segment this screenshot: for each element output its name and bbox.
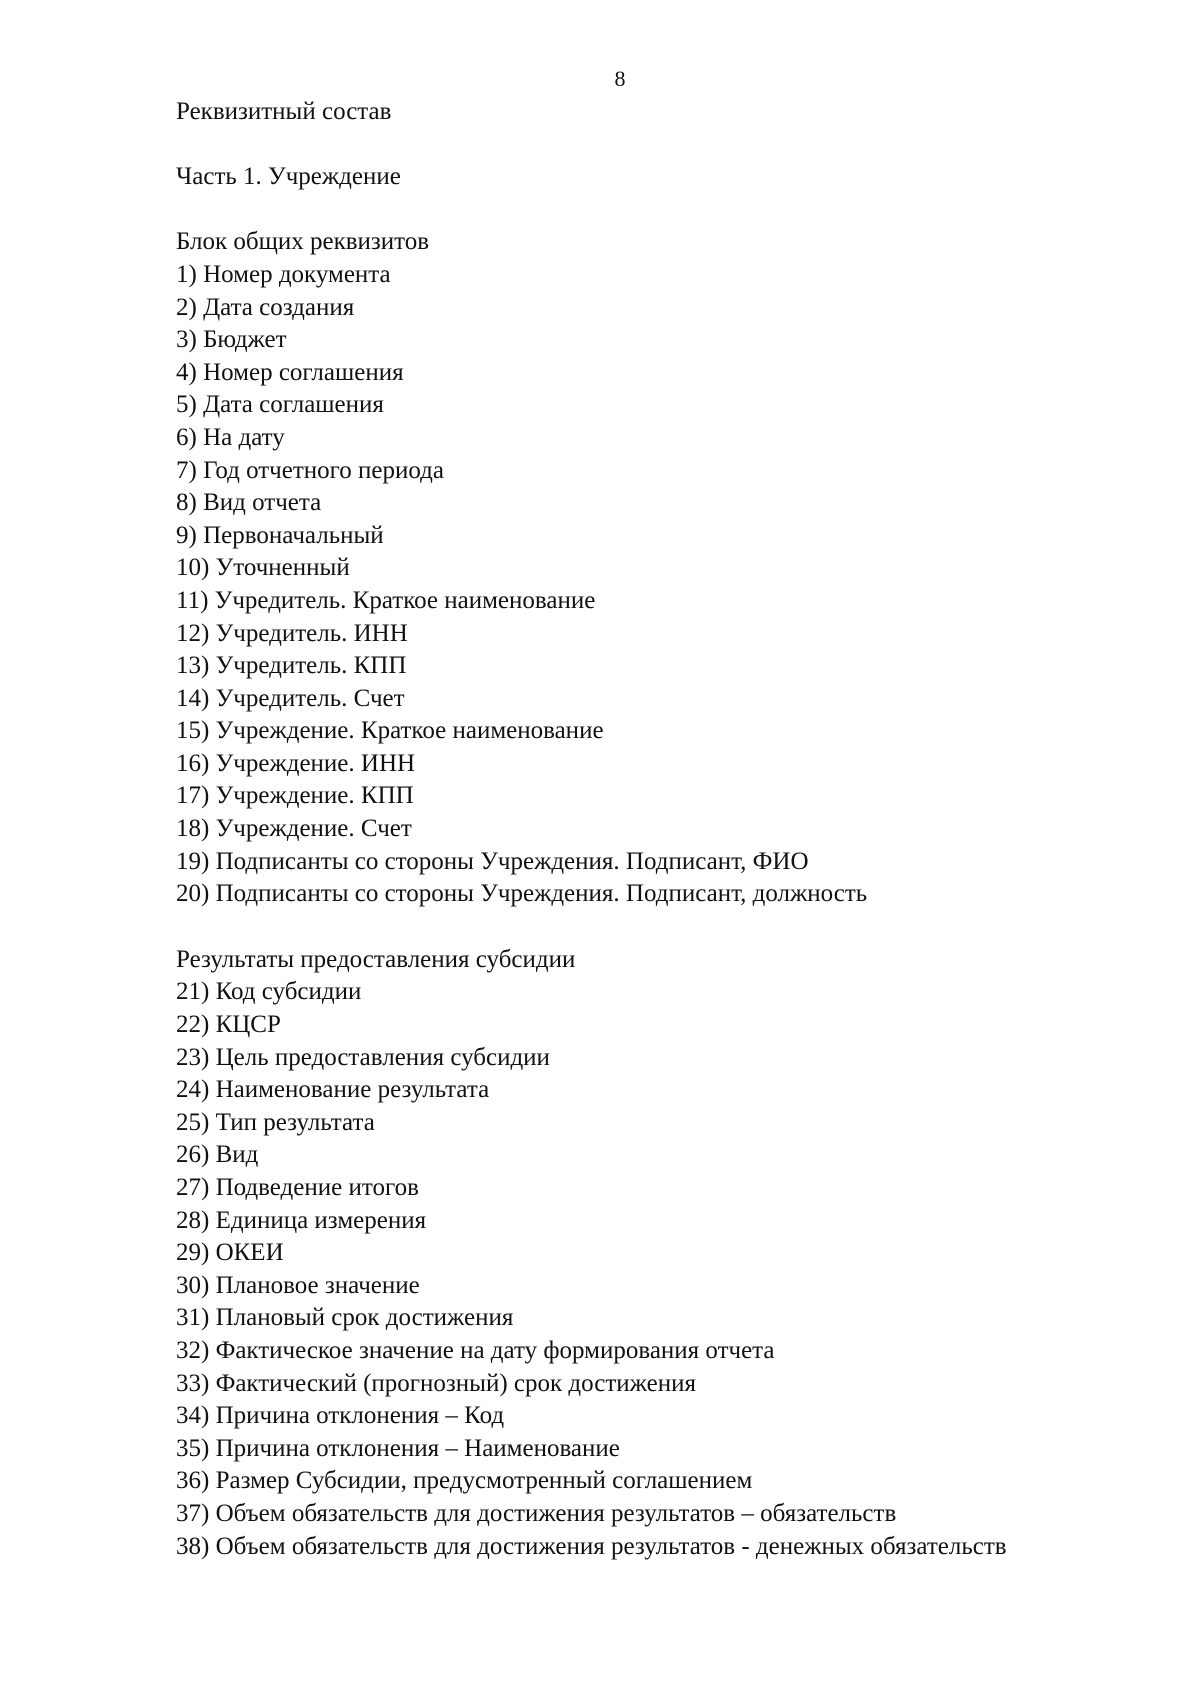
list-item: 2) Дата создания bbox=[176, 293, 355, 321]
list-item: 27) Подведение итогов bbox=[176, 1174, 419, 1201]
list-item: 12) Учредитель. ИНН bbox=[176, 619, 408, 647]
list-item: 37) Объем обязательств для достижения результатов – обязательств bbox=[176, 1499, 897, 1527]
list-item: 16) Учреждение. ИНН bbox=[176, 749, 416, 777]
list-item: 19) Подписанты со стороны Учреждения. Подписант, ФИО bbox=[176, 847, 809, 875]
list-item: 20) Подписанты со стороны Учреждения. Подписант, должность bbox=[176, 880, 868, 908]
document-body bbox=[176, 96, 1176, 1563]
list-item: 30) Плановое значение bbox=[176, 1271, 420, 1299]
section-heading-general: Блок общих реквизитов bbox=[176, 228, 430, 256]
list-item: 18) Учреждение. Счет bbox=[176, 815, 412, 843]
list-item: 32) Фактическое значение на дату формирования отчета bbox=[176, 1336, 775, 1364]
document-title: Реквизитный состав bbox=[176, 98, 392, 125]
list-item: 21) Код субсидии bbox=[176, 978, 362, 1006]
list-item: 8) Вид отчета bbox=[176, 489, 322, 517]
list-item: 1) Номер документа bbox=[176, 260, 391, 288]
list-item: 22) КЦСР bbox=[176, 1011, 281, 1039]
spacer bbox=[176, 911, 1176, 944]
list-item: 23) Цель предоставления субсидии bbox=[176, 1043, 550, 1071]
page-number: 8 bbox=[614, 66, 626, 91]
section-heading-results: Результаты предоставления субсидии bbox=[176, 945, 576, 973]
list-item: 7) Год отчетного периода bbox=[176, 456, 444, 484]
list-item: 29) ОКЕИ bbox=[176, 1239, 284, 1267]
list-item: 11) Учредитель. Краткое наименование bbox=[176, 586, 596, 614]
list-item: 28) Единица измерения bbox=[176, 1206, 427, 1234]
list-item: 35) Причина отклонения – Наименование bbox=[176, 1434, 620, 1462]
list-item: 15) Учреждение. Краткое наименование bbox=[176, 717, 604, 745]
list-item: 3) Бюджет bbox=[176, 326, 287, 354]
part-title: Часть 1. Учреждение bbox=[176, 163, 401, 191]
list-item: 33) Фактический (прогнозный) срок достижения bbox=[176, 1369, 696, 1397]
requisites-list-general bbox=[176, 259, 1176, 911]
list-item: 26) Вид bbox=[176, 1141, 259, 1169]
requisites-list-results bbox=[176, 976, 1176, 1563]
list-item: 13) Учредитель. КПП bbox=[176, 652, 407, 680]
list-item: 14) Учредитель. Счет bbox=[176, 684, 405, 712]
list-item: 25) Тип результата bbox=[176, 1108, 375, 1136]
list-item: 34) Причина отклонения – Код bbox=[176, 1402, 505, 1430]
list-item: 5) Дата соглашения bbox=[176, 391, 384, 419]
spacer bbox=[176, 194, 1176, 227]
list-item: 9) Первоначальный bbox=[176, 521, 384, 549]
list-item: 10) Уточненный bbox=[176, 554, 350, 582]
list-item: 6) На дату bbox=[176, 423, 285, 451]
list-item: 31) Плановый срок достижения bbox=[176, 1304, 514, 1332]
list-item: 24) Наименование результата bbox=[176, 1076, 490, 1104]
list-item: 4) Номер соглашения bbox=[176, 358, 404, 386]
spacer bbox=[176, 129, 1176, 162]
list-item: 38) Объем обязательств для достижения результатов - денежных обязательств bbox=[176, 1532, 1007, 1560]
list-item: 36) Размер Субсидии, предусмотренный соглашением bbox=[176, 1467, 753, 1495]
list-item: 17) Учреждение. КПП bbox=[176, 782, 414, 810]
